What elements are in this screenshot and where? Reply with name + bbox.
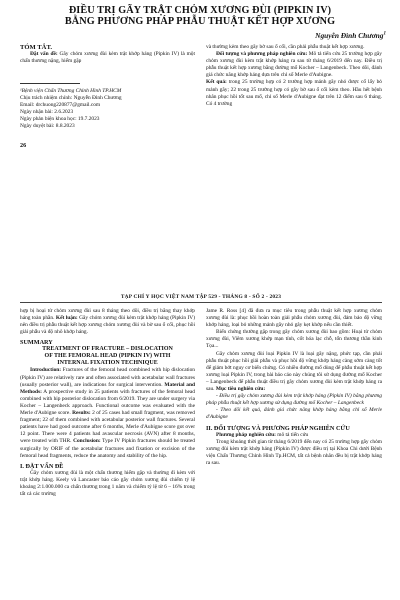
accepted-date: Ngày duyệt bài: 8.8.2023 — [20, 123, 75, 130]
email: Email: drchuong220877@gmail.com — [20, 102, 101, 109]
page-one — [0, 0, 400, 226]
summary-heading: SUMMARY — [20, 339, 53, 347]
review-date: Ngày phản biện khoa học: 19.7.2023 — [20, 116, 100, 123]
abstract-results: Kết quả: trong 25 trường hợp có 2 trường hợp mảnh gãy nhỏ được cố lấy bỏ mảnh gãy; 22 trong 25 trường hợp có gãy bờ sau ổ cối kèm theo. Hầu hết bệnh nhân phục hồi tốt sau mổ, chỉ số Merle d'Aubigne đạt trên 12 điểm sau 6 tháng. Có 4 trường — [206, 79, 382, 107]
footnote-rule — [20, 83, 80, 84]
method-subheading: Phương pháp nghiên cứu: mô tả tiến cứu — [216, 431, 309, 438]
received-date: Ngày nhận bài: 2.6.2023 — [20, 109, 74, 116]
abstract-methods: Đối tượng và phương pháp nghiên cứu: Mô tả tiến cứu 25 trường hợp gãy chỏm xương đùi kèm trật khớp háng ra sau từ tháng 6/2019 đến nay. Điều trị phẫu thuật kết hợp xương bằng đường mổ Kocher – Langenbeck. Theo dõi, đánh giá chức năng khớp háng dựa trên chỉ số Merle d'Aubigne. — [206, 51, 382, 79]
section-1-heading: I. ĐẶT VẤN ĐỀ — [20, 462, 64, 470]
english-title-line-1: TREATMENT OF FRACTURE – DISLOCATION — [42, 346, 173, 353]
abstract-heading: TÓM TẮT. — [20, 44, 52, 51]
page1-right-column — [206, 44, 382, 108]
article-metadata — [20, 88, 195, 130]
journal-header: TẠP CHÍ Y HỌC VIỆT NAM TẬP 529 - THÁNG 8 - SỐ 2 - 2023 — [20, 294, 382, 303]
section-2-heading: II. ĐỐI TƯỢNG VÀ PHƯƠNG PHÁP NGHIÊN CỨU — [206, 424, 350, 432]
author-name: Nguyễn Đình Chương$^1$ — [315, 31, 386, 40]
right-paragraph-1: Jame R. Ross [4] đã đưa ra mục tiêu trong phẫu thuật kết hợp xương chỏm xương đùi là: phục hồi hoàn toàn giải phẫu chỏm xương đùi, đảm bảo độ vững khớp háng, loại bỏ những mảnh gãy nhỏ gây kẹt khớp nếu cần thiết. — [206, 308, 382, 329]
page-two — [0, 286, 400, 600]
page1-left-column — [20, 44, 195, 130]
page2-left-column — [20, 308, 195, 498]
page-gap — [0, 226, 400, 286]
right-paragraph-3: Gãy chỏm xương đùi loại Pipkin IV là loại gãy nặng, phức tạp, cần phải phẫu thuật phục hồi giải phẫu và phục hồi độ vững khớp háng càng sớm càng tốt để giảm bớt nguy cơ biến chứng. Có nhiều đường mổ dùng để phẫu thuật kết hợp xương loại Pipkin IV, trong bài báo cáo này chúng tôi sử dụng đường mổ Kocher – Langenbeck để phẫu thuật điều trị gãy chỏm xương đùi kèm trật khớp háng ra sau. Mục tiêu nghiên cứu: — [206, 350, 382, 393]
english-title-line-3: INTERNAL FIXATION TECHNIQUE — [57, 360, 158, 367]
right-paragraph-2: Biến chứng thường gặp trong gãy chỏm xương đùi bao gồm: Hoại tử chỏm xương đùi, Viêm xương khớp mạn tính, cốt hóa lạc chỗ, tổn thương thần kinh Tọa... — [206, 329, 382, 350]
summary-body: Introduction: Fractures of the femoral head combined with hip dislocation (Pipkin IV) are relatively rare and often associated with acetabular wall fractures (usually posterior wall), are indications for surgical intervention. Material and Methods: A prospective study in 25 patients with fractures of the femoral head combined with hip posterior dislocation from 6/2019. They are under surgery via Kocher – Langenbeck approach. Functional outcome was evaluated with the Merle d'Aubigne score. Results: 2 of 25 cases had small fragment, was removed fragment; 22 of them combined with acetabular posterior wall fractures. Several patients have had good outcome after 6 months, Merle d'Aubigne score got over 12 point. There were 4 patients had avascular necrosis (AVN) after 8 months, were treated with THR. Conclusion: Type IV Pipkin fractures should be treated surgically by ORIF of the acetabular fractures and fixation or excision of the femoral head fragments, reduce the anatomy and stability of the hip. — [20, 367, 195, 459]
abstract-continued: và thường kèm theo gãy bờ sau ổ cối, cần phải phẫu thuật kết hợp xương. — [206, 44, 365, 50]
objective-1: - Điều trị gãy chỏm xương đùi kèm trật khớp háng (Pipkin IV) bằng phương pháp phẫu thuật kết hợp xương sử dụng đường mổ Kocher – Langenbeck — [206, 393, 382, 407]
affiliation: ¹Bệnh viện Chấn Thương Chỉnh Hình TP.HCM — [20, 88, 122, 95]
article-title-line-2: BẰNG PHƯƠNG PHÁP PHẪU THUẬT KẾT HỢP XƯƠNG — [64, 16, 336, 27]
english-title-line-2: OF THE FEMORAL HEAD (PIPKIN IV) WITH — [44, 353, 171, 360]
page-number: 26 — [20, 142, 27, 149]
abstract-objective: Đặt vấn đề: Gãy chỏm xương đùi kèm trật khớp háng (Pipkin IV) là một chấn thương nặng, hiếm gặp — [20, 51, 195, 65]
responsible-author: Chịu trách nhiệm chính: Nguyễn Đình Chương — [20, 95, 122, 102]
abstract-ending: hợp bị hoại tử chỏm xương đùi sau 8 tháng theo dõi, điều trị bằng thay khớp háng toàn phần. Kết luận: Gãy chỏm xương đùi kèm trật khớp háng (Pipkin IV) nên điều trị phẫu thuật kết hợp xương chỏm xương đùi và bờ sau ổ cối, phục hồi giải phẫu và độ nhô khớp háng. — [20, 308, 195, 336]
section-1-body: Gãy chỏm xương đùi là một chấn thương hiếm gặp và thường đi kèm với trật khớp háng. Keely và Lancaster báo cáo gãy chỏm xương đùi chiếm tỷ lệ khoảng 2:1.000.000 ca chấn thương trong 1 năm và chiếm tỷ lệ từ 6 – 16% trong tất cả các trường — [20, 469, 195, 498]
section-2-body: Trong khoảng thời gian từ tháng 6/2019 đến nay có 25 trường hợp gãy chỏm xương đùi kèm trật khớp háng (Pipkin IV) được điều trị tại Khoa Chi dưới Bệnh viện Chấn Thương Chỉnh Hình Tp.HCM, tất cả bệnh nhân đều bị trật khớp háng ra sau. — [206, 438, 382, 466]
article-title-line-1: ĐIỀU TRỊ GÃY TRẬT CHỎM XƯƠNG ĐÙI (PIPKIN IV) — [68, 5, 332, 16]
objective-2: - Theo dõi kết quả, đánh giá chức năng khớp háng bằng chỉ số Merle d'Aubigne — [206, 407, 382, 421]
page2-right-column — [206, 308, 382, 467]
